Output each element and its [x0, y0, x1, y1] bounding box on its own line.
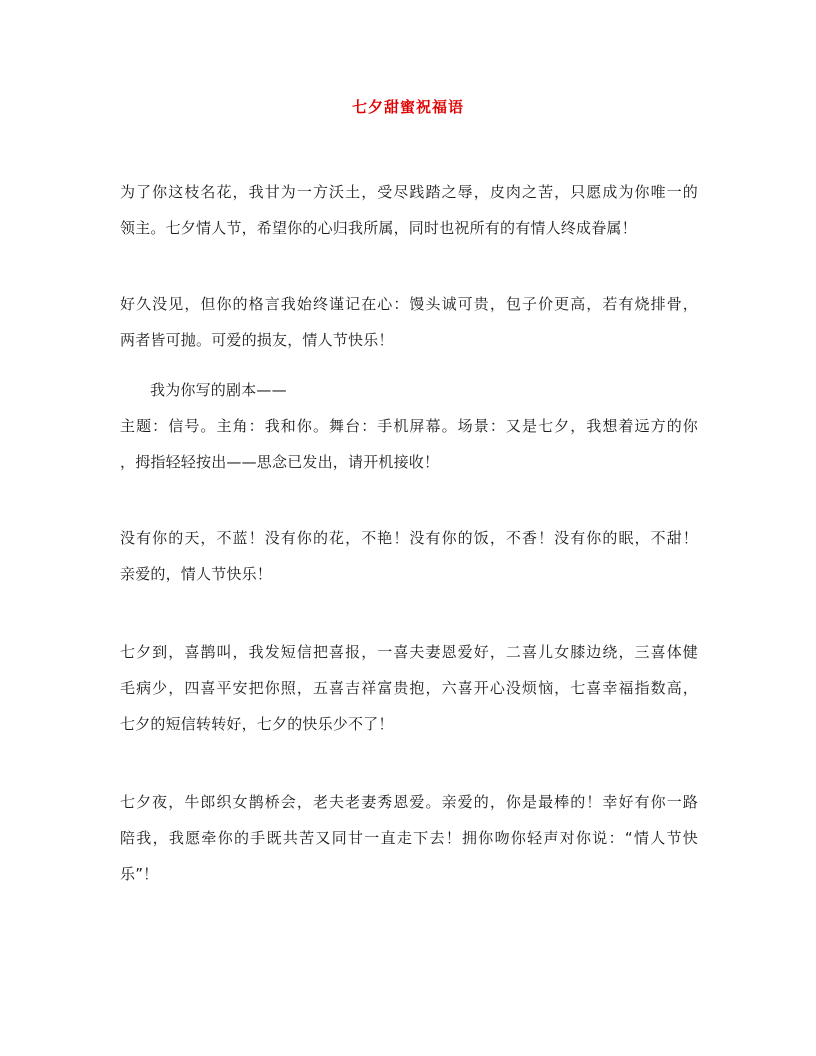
paragraph-line: 我为你写的剧本—— — [150, 381, 287, 399]
paragraph-line: 主题：信号。主角：我和你。舞台：手机屏幕。场景：又是七夕，我想着远方的你 — [120, 417, 698, 435]
paragraph-line: 陪我，我愿牵你的手既共苦又同甘一直走下去！拥你吻你轻声对你说：“情人节快 — [120, 829, 698, 847]
paragraph-line: 毛病少，四喜平安把你照，五喜吉祥富贵抱，六喜开心没烦恼，七喜幸福指数高， — [120, 679, 698, 697]
paragraph-line: 没有你的天，不蓝！没有你的花，不艳！没有你的饭，不香！没有你的眠，不甜！ — [120, 529, 698, 547]
paragraph-line: 两者皆可抛。可爱的损友，情人节快乐！ — [120, 331, 394, 349]
paragraph-line: 七夕的短信转转好，七夕的快乐少不了！ — [120, 715, 394, 733]
paragraph-4 — [120, 520, 698, 592]
paragraph-3 — [120, 372, 698, 480]
paragraph-line: 亲爱的，情人节快乐！ — [120, 565, 273, 583]
paragraph-line: 为了你这枝名花，我甘为一方沃土，受尽践踏之辱，皮肉之苦，只愿成为你唯一的 — [120, 183, 698, 201]
paragraph-line: 七夕夜，牛郎织女鹊桥会，老夫老妻秀恩爱。亲爱的，你是最棒的！幸好有你一路 — [120, 793, 698, 811]
paragraph-line: 好久没见，但你的格言我始终谨记在心：馒头诚可贵，包子价更高，若有烧排骨， — [120, 295, 698, 313]
paragraph-line: 乐”！ — [120, 865, 159, 883]
paragraph-line: ，拇指轻轻按出——思念已发出，请开机接收！ — [120, 453, 440, 471]
paragraph-line: 七夕到，喜鹊叫，我发短信把喜报，一喜夫妻恩爱好，二喜儿女膝边绕，三喜体健 — [120, 643, 698, 661]
paragraph-6 — [120, 784, 698, 892]
paragraph-2 — [120, 286, 698, 358]
paragraph-line: 领主。七夕情人节，希望你的心归我所属，同时也祝所有的有情人终成眷属！ — [120, 219, 637, 237]
paragraph-1 — [120, 174, 698, 246]
page-title: 七夕甜蜜祝福语 — [351, 98, 464, 116]
paragraph-5 — [120, 634, 698, 742]
